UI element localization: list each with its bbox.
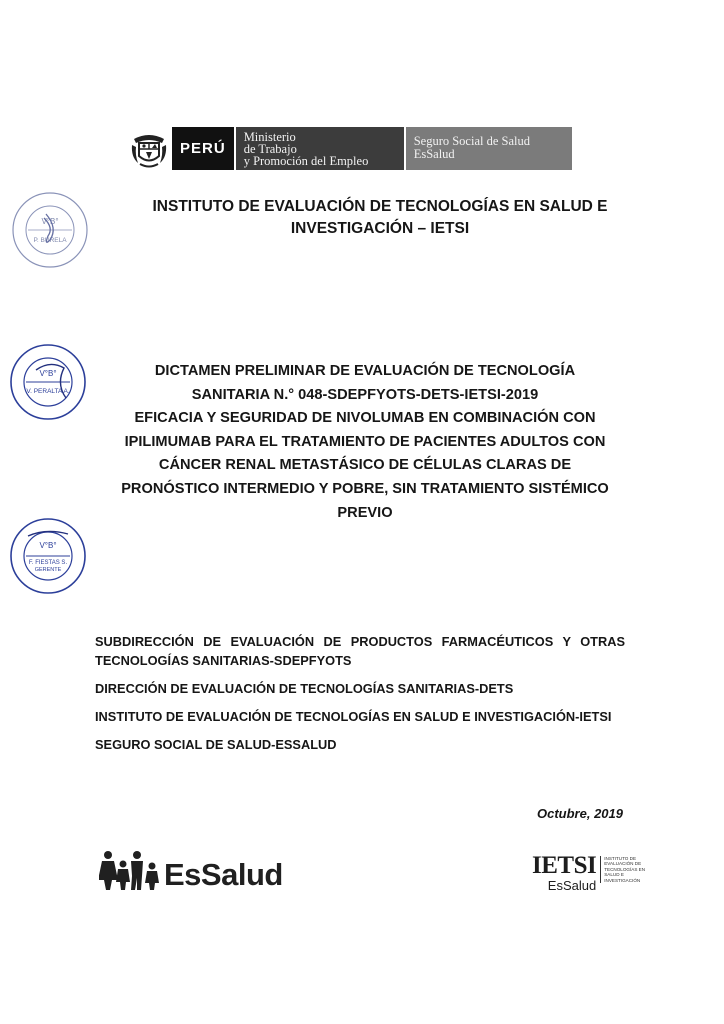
- responsible-entities: [95, 632, 625, 763]
- stamp-vb: V°B°: [39, 541, 57, 550]
- dictamen-line: CÁNCER RENAL METASTÁSICO DE CÉLULAS CLARAS DE: [158, 457, 572, 474]
- ietsi-desc-line: INVESTIGACIÓN: [604, 877, 641, 883]
- dictamen-title: [60, 360, 670, 525]
- dictamen-line: EFICACIA Y SEGURIDAD DE NIVOLUMAB EN COMBINACIÓN CON: [134, 410, 596, 427]
- entity-item: INSTITUTO DE EVALUACIÓN DE TECNOLOGÍAS EN SALUD E INVESTIGACIÓN-IETSI: [95, 709, 612, 724]
- stamp-name: V. PERALTA A.: [26, 388, 70, 395]
- entity-item: SEGURO SOCIAL DE SALUD-ESSALUD: [95, 737, 337, 752]
- ietsi-wordmark: IETSI: [532, 852, 597, 879]
- ministry-line: Ministerio: [243, 130, 296, 144]
- peru-coat-of-arms-icon: [126, 127, 172, 170]
- family-figures-icon: [99, 850, 161, 890]
- ministry-line: y Promoción del Empleo: [243, 154, 369, 168]
- header-logo-bar: [126, 127, 572, 170]
- ministry-line: de Trabajo: [243, 142, 297, 156]
- essalud-logo: [99, 850, 283, 890]
- ietsi-desc-line: EVALUACIÓN DE: [604, 861, 642, 867]
- institute-title: [100, 196, 660, 240]
- essalud-wordmark: EsSalud: [164, 857, 283, 892]
- dictamen-line: IPILIMUMAB PARA EL TRATAMIENTO DE PACIENTES ADULTOS CON: [124, 433, 606, 450]
- stamp-role: GERENTE: [34, 567, 62, 573]
- stamp-name: P. BURELA: [33, 237, 67, 244]
- entity-line: EsSalud: [413, 147, 455, 161]
- ietsi-subtitle: EsSalud: [547, 878, 597, 893]
- ietsi-desc-line: INSTITUTO DE: [604, 856, 637, 861]
- stamp-vb: V°B°: [39, 369, 57, 378]
- entity-label: [406, 127, 572, 170]
- entity-item: DIRECCIÓN DE EVALUACIÓN DE TECNOLOGÍAS SANITARIAS-DETS: [95, 681, 514, 696]
- institute-title-line: INSTITUTO DE EVALUACIÓN DE TECNOLOGÍAS EN SALUD E: [152, 198, 608, 215]
- ietsi-desc-line: SALUD E: [604, 872, 624, 878]
- ietsi-logo: [532, 854, 646, 893]
- dictamen-line: DICTAMEN PRELIMINAR DE EVALUACIÓN DE TECNOLOGÍA: [154, 363, 576, 379]
- ietsi-description: [600, 856, 646, 883]
- signature-mark: [28, 531, 68, 536]
- entity-item: SUBDIRECCIÓN DE EVALUACIÓN DE PRODUCTOS FARMACÉUTICOS Y OTRAS TECNOLOGÍAS SANITARIAS-SDEPFYOTS: [95, 634, 625, 668]
- approval-stamp-1: [8, 188, 92, 272]
- country-label: PERÚ: [172, 127, 236, 170]
- stamp-vb: V°B°: [41, 217, 59, 226]
- stamp-name: F. FIESTAS S.: [28, 560, 68, 566]
- dictamen-line: SANITARIA N.° 048-SDEPFYOTS-DETS-IETSI-2019: [191, 386, 539, 403]
- ministry-label: [236, 127, 404, 170]
- institute-title-line: INVESTIGACIÓN – IETSI: [290, 220, 470, 237]
- ietsi-desc-line: TECNOLOGÍAS EN: [604, 866, 646, 872]
- entity-line: Seguro Social de Salud: [413, 134, 530, 148]
- dictamen-line: PRONÓSTICO INTERMEDIO Y POBRE, SIN TRATAMIENTO SISTÉMICO: [121, 480, 609, 497]
- dictamen-line: PREVIO: [337, 504, 393, 521]
- approval-stamp-3: [6, 514, 90, 598]
- document-date: Octubre, 2019: [537, 806, 623, 821]
